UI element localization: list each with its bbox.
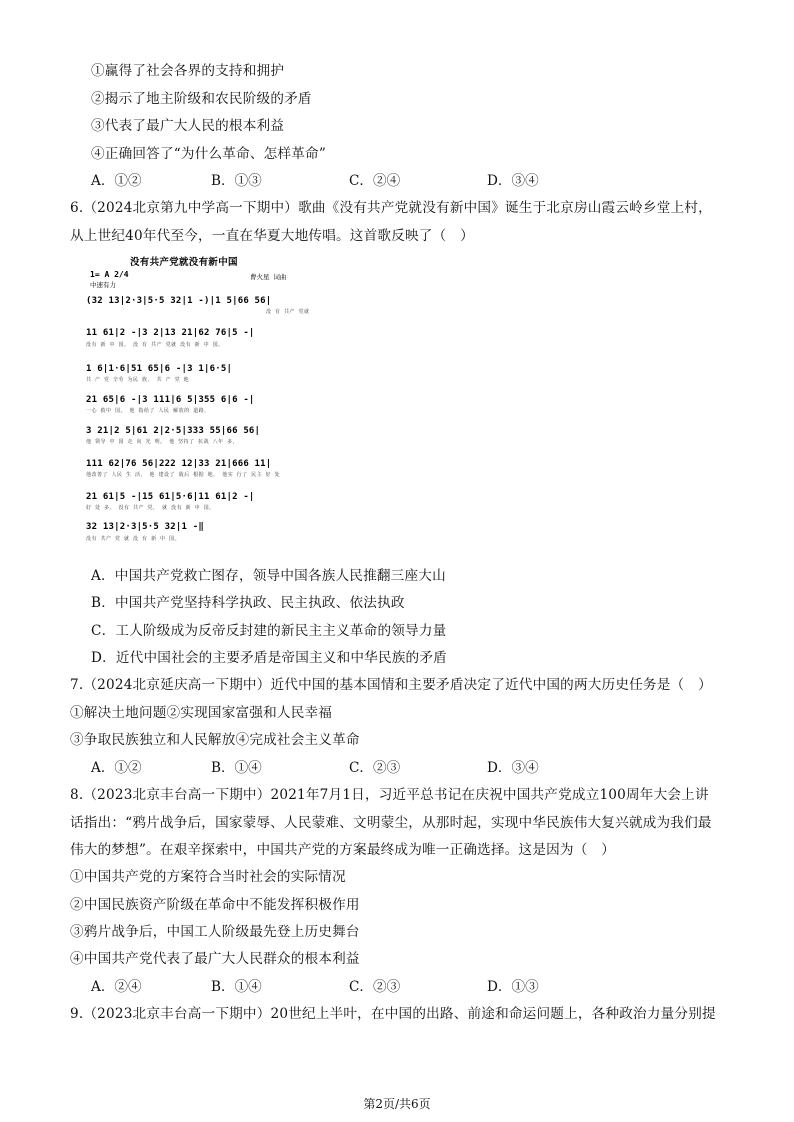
score-row-4: 21 65|6 -|3 111|6 5|355 6|6 -| [86,395,255,405]
q8-statement-3: ③鸦片战争后，中国工人阶级最先登上历史舞台 [70,924,360,940]
q8-stem-line3: 伟大的梦想”。在艰辛探索中，中国共产党的方案最终成为唯一正确选择。这是因为（ ） [70,842,616,858]
q5-statement-1: ①赢得了社会各界的支持和拥护 [91,63,285,79]
score-lyric-5: 他 领导 中 国 走 向 光 明。 他 坚持了 抗战 八年 多， [86,439,239,445]
q7-options [91,759,691,777]
sheet-music-image [86,254,310,554]
q5-options [91,172,691,190]
q8-option-b: B．①④ [211,979,262,995]
q6-stem-line2: 从上世纪40年代至今，一直在华夏大地传唱。这首歌反映了（ ） [70,228,474,244]
q7-option-d: D．③④ [487,760,539,776]
score-lyric-2: 没有 新 中 国。 没 有 共产 党就 没有 新 中 国。 [86,342,224,348]
score-lyric-6: 他改善了 人民 生 活， 他 建设了 敌后 根据 地， 他实 行了 民主 好 处 [86,472,281,478]
q8-statement-4: ④中国共产党代表了最广大人民群众的根本利益 [70,951,360,967]
q6-stem-line1: 6.（2024北京第九中学高一下期中）歌曲《没有共产党就没有新中国》诞生于北京房山霞云岭乡堂上村， [70,200,712,216]
score-tempo: 中速有力 [90,281,116,289]
q7-stem: 7.（2024北京延庆高一下期中）近代中国的基本国情和主要矛盾决定了近代中国的两大历史任务是（ ） [70,677,712,693]
q7-option-c: C．②③ [349,760,401,776]
q6-option-a: A．中国共产党救亡图存，领导中国各族人民推翻三座大山 [91,568,446,584]
score-lyric-3: 共 产 党 辛劳 为民 族， 共 产 党 他 [86,377,190,383]
q5-option-b: B．①③ [211,173,262,189]
q8-stem-line2: 话指出：“鸦片战争后，国家蒙辱、人民蒙难、文明蒙尘，从那时起，实现中华民族伟大复兴就成为我们最 [70,815,712,831]
q7-statements-1: ①解决土地问题②实现国家富强和人民幸福 [70,705,333,721]
q5-statement-4: ④正确回答了“为什么革命、怎样革命” [91,146,326,162]
q8-options [91,978,691,996]
score-lyric-1: 没 有 共产 党就 [266,309,310,315]
q7-option-b: B．①④ [211,760,262,776]
page-footer: 第2页/共6页 [363,1097,431,1111]
q8-stem-line1: 8.（2023北京丰台高一下期中）2021年7月1日，习近平总书记在庆祝中国共产党成立100周年大会上讲 [70,787,709,803]
q5-statement-2: ②揭示了地主阶级和农民阶级的矛盾 [91,91,312,107]
q9-stem-line1: 9.（2023北京丰台高一下期中）20世纪上半叶，在中国的出路、前途和命运问题上，各种政治力量分别提 [70,1006,716,1022]
score-title: 没有共产党就没有新中国 [130,257,238,268]
q5-statement-3: ③代表了最广大人民的根本利益 [91,118,285,134]
q8-option-d: D．①③ [487,979,539,995]
score-lyric-7: 好 处 多。 没有 共产 党， 就 没有 新 中 国。 [86,505,215,511]
score-row-5: 3 21|2 5|61 2|2·5|333 55|66 56| [86,426,261,436]
score-row-8: 32 13|2·3|5·5 32|1 -‖ [86,522,204,532]
q8-statement-1: ①中国共产党的方案符合当时社会的实际情况 [70,869,346,885]
q6-option-d: D．近代中国社会的主要矛盾是帝国主义和中华民族的矛盾 [91,650,447,666]
q8-option-a: A．②④ [91,979,142,995]
score-lyric-4: 一心 救中 国。 他 指给了 人民 解放的 道路， [86,408,210,414]
q5-option-c: C．②④ [349,173,401,189]
q6-option-b: B．中国共产党坚持科学执政、民主执政、依法执政 [91,595,405,611]
q7-option-a: A．①② [91,760,142,776]
score-row-7: 21 61|5 -|15 61|5·6|11 61|2 -| [86,492,255,502]
q5-option-d: D．③④ [487,173,539,189]
score-row-2: 11 61|2 -|3 2|13 21|62 76|5 -| [86,328,255,338]
q8-statement-2: ②中国民族资产阶级在革命中不能发挥积极作用 [70,897,360,913]
score-row-6: 111 62|76 56|222 12|33 21|666 11| [86,459,272,469]
score-composer: 曹火星 词曲 [250,273,287,281]
q7-statements-2: ③争取民族独立和人民解放④完成社会主义革命 [70,732,360,748]
q5-option-a: A．①② [91,173,142,189]
score-row-1: (32 13|2·3|5·5 32|1 -)|1 5|66 56| [86,296,272,306]
score-key: 1= A 2/4 [90,270,129,279]
score-row-3: 1 6|1·6|51 65|6 -|3 1|6·5| [86,364,233,374]
q6-option-c: C．工人阶级成为反帝反封建的新民主主义革命的领导力量 [91,623,447,639]
q8-option-c: C．②③ [349,979,401,995]
score-lyric-8: 没有 共产 党 就 没 有 新 中 国。 [86,536,181,542]
